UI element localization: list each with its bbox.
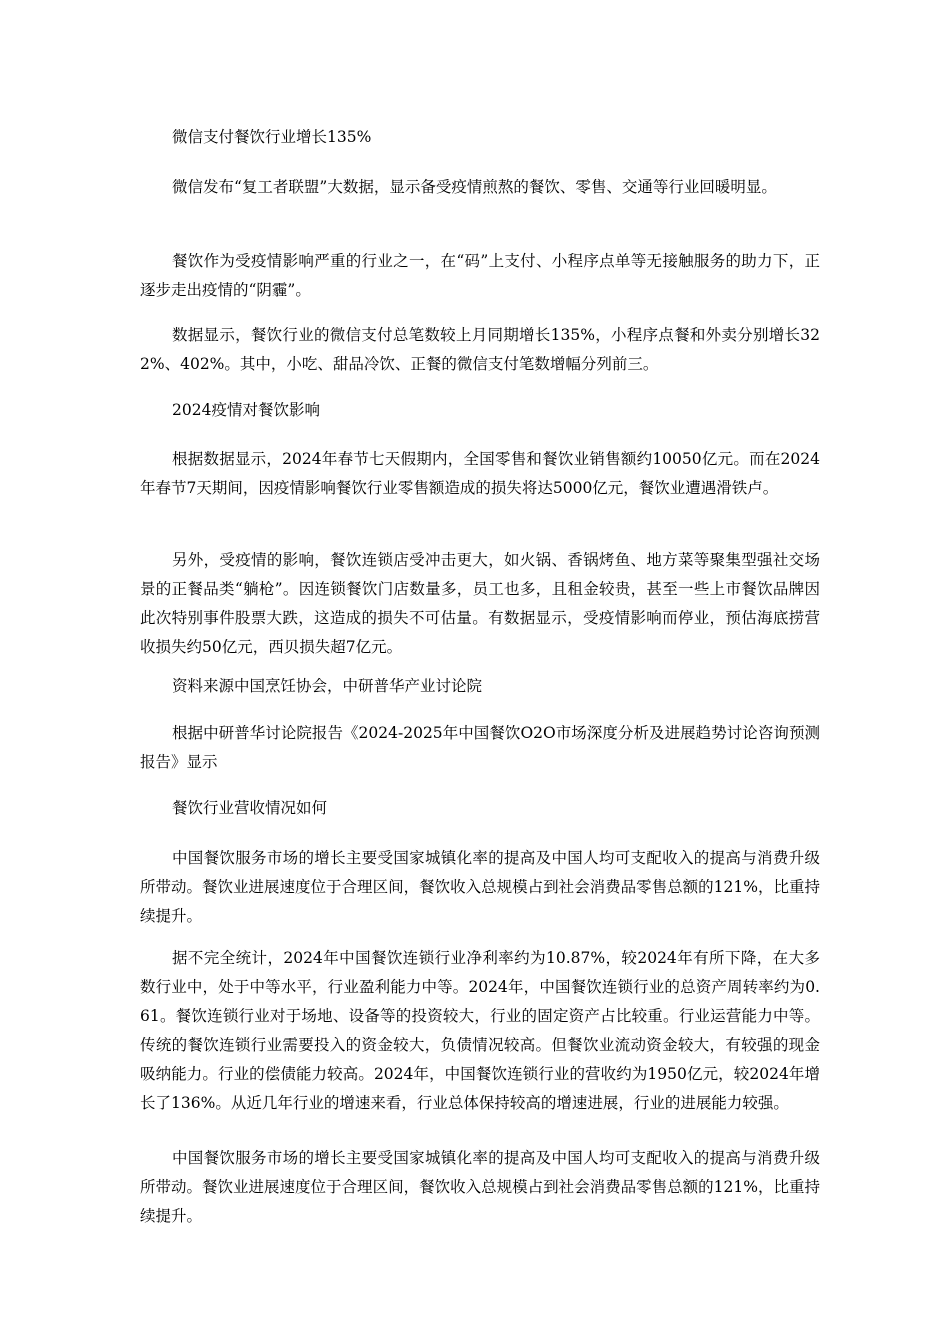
para-spring-festival-sales: 根据数据显示，2024年春节七天假期内，全国零售和餐饮业销售额约10050亿元。而在2024年春节7天期间，因疫情影响餐饮行业零售额造成的损失将达5000亿元，餐饮业遭遇滑铁卢。 xyxy=(140,450,820,497)
para-wechat-fugong: 微信发布“复工者联盟”大数据，显示备受疫情煎熬的餐饮、零售、交通等行业回暖明显。 xyxy=(172,178,777,196)
para-report-reference: 根据中研普华讨论院报告《2024-2025年中国餐饮O2O市场深度分析及进展趋势讨论咨询预测报告》显示 xyxy=(140,724,820,771)
para-wechat-data: 数据显示，餐饮行业的微信支付总笔数较上月同期增长135%，小程序点餐和外卖分别增长322%、402%。其中，小吃、甜品冷饮、正餐的微信支付笔数增幅分列前三。 xyxy=(140,326,820,373)
para-market-growth-1: 中国餐饮服务市场的增长主要受国家城镇化率的提高及中国人均可支配收入的提高与消费升级所带动。餐饮业进展速度位于合理区间，餐饮收入总规模占到社会消费品零售总额的121%，比重持续提升。 xyxy=(140,849,820,925)
heading-wechat-pay-growth: 微信支付餐饮行业增长135% xyxy=(172,128,372,146)
para-chain-industry-stats: 据不完全统计，2024年中国餐饮连锁行业净利率约为10.87%，较2024年有所下降，在大多数行业中，处于中等水平，行业盈利能力中等。2024年，中国餐饮连锁行业的总资产周转率约为0.61。餐饮连锁行业对于场地、设备等的投资较大，行业的固定资产占比较重。行业运营能力中等。传统的餐饮连锁行业需要投入的资金较大，负债情况较高。但餐饮业流动资金较大，有较强的现金吸纳能力。行业的偿债能力较高。2024年，中国餐饮连锁行业的营收约为1950亿元，较2024年增长了136%。从近几年行业的增速来看，行业总体保持较高的增速进展，行业的进展能力较强。 xyxy=(140,949,820,1112)
para-contactless-service: 餐饮作为受疫情影响严重的行业之一，在“码”上支付、小程序点单等无接触服务的助力下，正逐步走出疫情的“阴霾”。 xyxy=(140,252,820,299)
para-market-growth-2: 中国餐饮服务市场的增长主要受国家城镇化率的提高及中国人均可支配收入的提高与消费升级所带动。餐饮业进展速度位于合理区间，餐饮收入总规模占到社会消费品零售总额的121%，比重持续提升。 xyxy=(140,1149,820,1225)
para-chain-restaurants-loss: 另外，受疫情的影响，餐饮连锁店受冲击更大，如火锅、香锅烤鱼、地方菜等聚集型强社交场景的正餐品类“躺枪”。因连锁餐饮门店数量多，员工也多，且租金较贵，甚至一些上市餐饮品牌因此次特别事件股票大跌，这造成的损失不可估量。有数据显示，受疫情影响而停业，预估海底捞营收损失约50亿元，西贝损失超7亿元。 xyxy=(140,551,820,656)
heading-epidemic-impact: 2024疫情对餐饮影响 xyxy=(172,401,320,419)
para-data-source: 资料来源中国烹饪协会，中研普华产业讨论院 xyxy=(172,677,483,695)
heading-revenue-status: 餐饮行业营收情况如何 xyxy=(172,799,328,817)
